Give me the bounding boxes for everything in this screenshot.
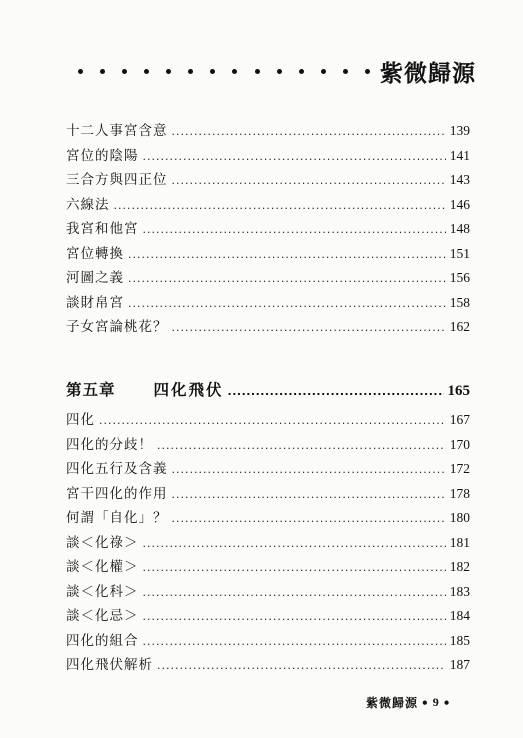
footer-separator: • <box>442 695 452 710</box>
toc-entry-label: 十二人事宮含意 <box>66 123 168 139</box>
toc-entry-page: 167 <box>449 412 470 427</box>
dot <box>255 69 260 74</box>
page-footer <box>366 694 476 711</box>
toc-entry-page: 151 <box>449 245 470 261</box>
dot <box>144 69 149 74</box>
toc-entry-label: 四化 <box>66 412 95 428</box>
toc-entry-page: 185 <box>449 632 470 648</box>
toc-entry-label: 談＜化科＞ <box>66 583 139 600</box>
toc-entry-page: 184 <box>449 608 470 623</box>
dot-leader <box>157 439 446 452</box>
dot <box>277 69 282 74</box>
toc-entry[interactable] <box>66 653 470 678</box>
toc-entry-page: 143 <box>449 172 470 187</box>
toc-entry-label: 四化五行及含義 <box>66 461 168 477</box>
toc-entry[interactable] <box>66 119 470 144</box>
footer-page-number: 9 <box>432 695 440 709</box>
dot-leader <box>114 199 446 212</box>
toc-entry-label: 談財帛宮 <box>66 294 124 311</box>
chapter-title: 四化飛伏 <box>153 380 224 399</box>
toc-entry-page: 172 <box>449 461 470 476</box>
dot-leader <box>143 610 446 623</box>
dot-leader <box>172 125 446 138</box>
toc-entry-label: 談＜化權＞ <box>66 559 139 575</box>
toc-entry[interactable] <box>66 242 470 267</box>
toc-entry-page: 180 <box>449 510 470 525</box>
toc-entry-label: 宮干四化的作用 <box>66 485 168 502</box>
dot <box>321 69 326 74</box>
dot <box>343 69 348 74</box>
footer-title: 紫微歸源 <box>366 696 419 710</box>
footer-separator: • <box>421 695 430 710</box>
dot-leader <box>172 512 446 525</box>
page-header <box>78 54 476 88</box>
dot-leader <box>143 150 446 163</box>
dot-leader <box>143 223 446 236</box>
header-dot-leader <box>78 69 380 74</box>
dot <box>122 69 127 74</box>
dot-leader <box>99 414 446 427</box>
toc-entry[interactable] <box>66 580 470 605</box>
toc-section-a <box>66 119 470 340</box>
dot-leader <box>143 635 446 648</box>
toc-entry-label: 六線法 <box>66 196 110 213</box>
toc-entry[interactable] <box>66 217 470 242</box>
dot-leader <box>172 488 446 501</box>
dot <box>166 69 171 74</box>
toc-entry-label: 宮位轉換 <box>66 245 124 262</box>
dot-leader <box>172 321 446 334</box>
toc-entry-label: 三合方與四正位 <box>66 172 168 188</box>
toc-entry[interactable] <box>66 457 470 482</box>
toc-entry[interactable] <box>66 531 470 556</box>
dot-leader <box>172 463 446 476</box>
dot-leader <box>157 659 446 672</box>
dot-leader <box>172 174 446 187</box>
toc-entry-page: 178 <box>449 485 470 501</box>
dot-leader <box>128 272 446 285</box>
toc-entry-page: 182 <box>449 559 470 574</box>
dot <box>365 69 370 74</box>
toc-entry-label: 四化的組合 <box>66 632 139 649</box>
toc-entry-label: 談＜化忌＞ <box>66 608 139 624</box>
toc-entry-page: 181 <box>449 534 470 550</box>
dot-leader <box>128 297 446 310</box>
toc-entry-page: 187 <box>449 657 470 672</box>
toc-entry-label: 子女宮論桃花？ <box>66 319 168 335</box>
toc-entry[interactable] <box>66 144 470 169</box>
toc-entry-page: 156 <box>449 270 470 285</box>
toc-entry-page: 158 <box>449 294 470 310</box>
toc-entry-page: 162 <box>449 319 470 334</box>
toc-entry[interactable] <box>66 408 470 433</box>
toc-entry[interactable] <box>66 555 470 580</box>
toc-entry-label: 四化飛伏解析 <box>66 657 153 673</box>
chapter-heading[interactable] <box>66 378 470 408</box>
toc-entry[interactable] <box>66 168 470 193</box>
toc-entry-page: 170 <box>449 436 470 452</box>
toc-entry[interactable] <box>66 315 470 340</box>
dot-leader <box>143 586 446 599</box>
toc-entry-page: 139 <box>449 123 470 138</box>
toc-entry-page: 183 <box>449 583 470 599</box>
toc-entry[interactable] <box>66 629 470 654</box>
dot-leader <box>143 561 446 574</box>
dot-leader <box>228 385 444 398</box>
toc-entry-label: 談＜化祿＞ <box>66 534 139 551</box>
toc-entry-label: 我宮和他宮 <box>66 221 139 237</box>
toc-entry[interactable] <box>66 433 470 458</box>
chapter-number: 第五章 <box>66 380 116 399</box>
toc-entry[interactable] <box>66 266 470 291</box>
toc-entry-label: 四化的分歧！ <box>66 436 153 453</box>
toc-entry[interactable] <box>66 482 470 507</box>
toc-entry-page: 141 <box>449 147 470 163</box>
toc-entry[interactable] <box>66 604 470 629</box>
toc-entry-label: 河圖之義 <box>66 270 124 286</box>
toc-entry-label: 宮位的陰陽 <box>66 147 139 164</box>
dot <box>299 69 304 74</box>
dot <box>100 69 105 74</box>
dot <box>188 69 193 74</box>
toc-entry[interactable] <box>66 193 470 218</box>
toc-entry[interactable] <box>66 506 470 531</box>
dot <box>232 69 237 74</box>
dot-leader <box>128 248 446 261</box>
toc-entry-page: 146 <box>449 196 470 212</box>
dot <box>210 69 215 74</box>
dot <box>78 69 83 74</box>
toc-entry-label: 何謂「自化」？ <box>66 510 168 526</box>
toc-section-b <box>66 378 470 678</box>
book-title: 紫微歸源 <box>380 59 476 87</box>
dot-leader <box>143 537 446 550</box>
chapter-page: 165 <box>447 383 470 399</box>
toc-entry-page: 148 <box>449 221 470 236</box>
toc-entry[interactable] <box>66 291 470 316</box>
